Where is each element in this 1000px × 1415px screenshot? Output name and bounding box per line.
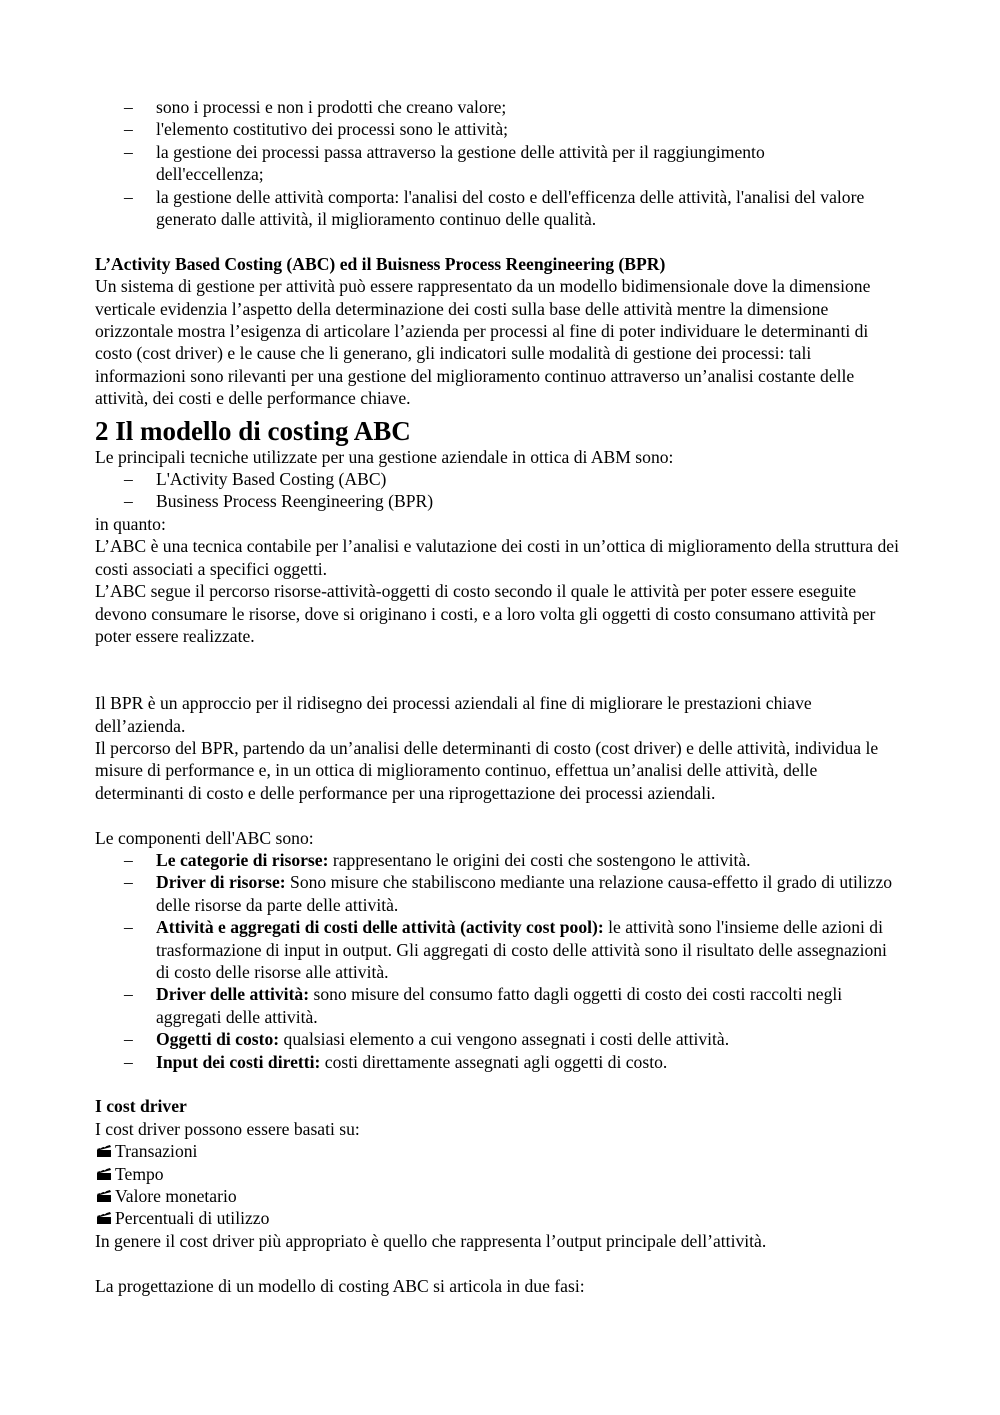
component-term: Driver di risorse: xyxy=(156,872,286,893)
dash-marker: – xyxy=(124,917,133,938)
component-desc: Sono misure che stabiliscono mediante una relazione causa-effetto il grado di utilizzo delle risorse da parte delle attività. xyxy=(156,872,893,915)
in-quanto-text: in quanto: xyxy=(95,513,166,534)
clapperboard-icon xyxy=(97,1190,111,1202)
list-item: – L'Activity Based Costing (ABC) xyxy=(124,469,387,490)
dash-marker: – xyxy=(124,1051,133,1072)
cost-driver-intro: I cost driver possono essere basati su: xyxy=(95,1118,360,1139)
list-item xyxy=(95,916,905,983)
dash-marker: – xyxy=(124,97,133,117)
abc-bpr-heading: L’Activity Based Costing (ABC) ed il Buisness Process Reengineering (BPR) xyxy=(95,253,666,274)
clapperboard-icon xyxy=(97,1212,111,1224)
dash-marker: – xyxy=(124,119,133,140)
component-desc: costi direttamente assegnati agli oggetti di costo. xyxy=(320,1051,668,1072)
cost-driver-item: Valore monetario xyxy=(95,1185,905,1207)
list-item xyxy=(95,871,905,916)
dash-marker: – xyxy=(124,849,133,870)
list-item xyxy=(95,1028,905,1050)
component-desc: le attività sono l'insieme delle azioni di trasformazione di input in output. Gli aggregati di costo delle attività sono il risultato delle assegnazioni di costo delle risorse alle attività. xyxy=(156,917,887,982)
list-item: – la gestione delle attività comporta: l'analisi del costo e dell'efficenza delle attività, l'analisi del valore generato dalle attività, il miglioramento continuo delle qualità. xyxy=(124,186,865,230)
components-intro: Le componenti dell'ABC sono: xyxy=(95,827,314,848)
component-term: Input dei costi diretti: xyxy=(156,1051,321,1072)
list-item: – sono i processi e non i prodotti che creano valore; xyxy=(124,97,507,117)
component-desc: qualsiasi elemento a cui vengono assegnati i costi delle attività. xyxy=(279,1029,730,1050)
abc-bpr-paragraph: Un sistema di gestione per attività può essere rappresentato da un modello bidimensionale dove la dimensione verticale evidenzia l’aspetto della determinazione dei costi sulla base delle attività mentre la dimensione orizzontale mostra l’esigenza di articolare l’azienda per processi al fine di poter individuare le determinanti di costo (cost driver) e le cause che li generano, gli indicatori sulle modalità di gestione dei processi: tali informazioni sono rilevanti per una gestione del miglioramento continuo attraverso un’analisi costante delle attività, dei costi e delle performance chiave. xyxy=(95,276,871,409)
cost-driver-heading: I cost driver xyxy=(95,1096,187,1117)
section-title: 2 Il modello di costing ABC xyxy=(95,415,411,446)
component-term: Driver delle attività: xyxy=(156,984,310,1005)
dash-marker: – xyxy=(124,1029,133,1050)
value-principles-list xyxy=(95,96,905,230)
clapperboard-icon xyxy=(97,1145,111,1157)
list-item: – la gestione dei processi passa attraverso la gestione delle attività per il raggiungimento dell'eccellenza; xyxy=(124,141,765,185)
techniques-list xyxy=(95,468,905,513)
component-desc: rappresentano le origini dei costi che sostengono le attività. xyxy=(328,849,751,870)
cost-driver-item: Tempo xyxy=(95,1163,905,1185)
dash-marker: – xyxy=(124,984,133,1005)
component-term: Attività e aggregati di costi delle attività (activity cost pool): xyxy=(156,917,604,938)
dash-marker: – xyxy=(124,186,133,207)
dash-marker: – xyxy=(124,469,133,490)
cost-driver-conclusion: In genere il cost driver più appropriato è quello che rappresenta l’output principale dell’attività. xyxy=(95,1230,767,1251)
list-item xyxy=(95,983,905,1028)
abc-path: L’ABC segue il percorso risorse-attività-oggetti di costo secondo il quale le attività per poter essere eseguite devono consumare le risorse, dove si originano i costi, e a loro volta gli oggetti di costo consumano attività per poter essere realizzate. xyxy=(95,581,876,646)
list-item xyxy=(95,1051,905,1073)
components-list xyxy=(95,849,905,1073)
abc-definition: L’ABC è una tecnica contabile per l’analisi e valutazione dei costi in un’ottica di miglioramento della struttura dei costi associati a specifici oggetti. xyxy=(95,536,900,579)
list-item: – Business Process Reengineering (BPR) xyxy=(124,491,434,512)
component-desc: sono misure del consumo fatto dagli oggetti di costo dei costi raccolti negli aggregati delle attività. xyxy=(156,984,843,1027)
dash-marker: – xyxy=(124,491,133,512)
cost-driver-item: Percentuali di utilizzo xyxy=(95,1207,905,1229)
phases-intro: La progettazione di un modello di costing ABC si articola in due fasi: xyxy=(95,1275,585,1296)
dash-marker: – xyxy=(124,141,133,162)
list-item: – l'elemento costitutivo dei processi sono le attività; xyxy=(124,119,509,140)
bpr-definition: Il BPR è un approccio per il ridisegno dei processi aziendali al fine di migliorare le prestazioni chiave dell’azienda. xyxy=(95,693,812,736)
techniques-intro: Le principali tecniche utilizzate per una gestione aziendale in ottica di ABM sono: xyxy=(95,446,674,467)
list-item xyxy=(95,849,905,871)
component-term: Oggetti di costo: xyxy=(156,1029,280,1050)
bpr-path: Il percorso del BPR, partendo da un’analisi delle determinanti di costo (cost driver) e delle attività, individua le misure di performance e, in un ottica di miglioramento continuo, effettua un’analisi delle attività, delle determinanti di costo e delle performance per una riprogettazione dei processi aziendali. xyxy=(95,737,879,803)
component-term: Le categorie di risorse: xyxy=(156,849,329,870)
clapperboard-icon xyxy=(97,1168,111,1180)
cost-driver-item: Transazioni xyxy=(95,1140,905,1162)
dash-marker: – xyxy=(124,872,133,893)
